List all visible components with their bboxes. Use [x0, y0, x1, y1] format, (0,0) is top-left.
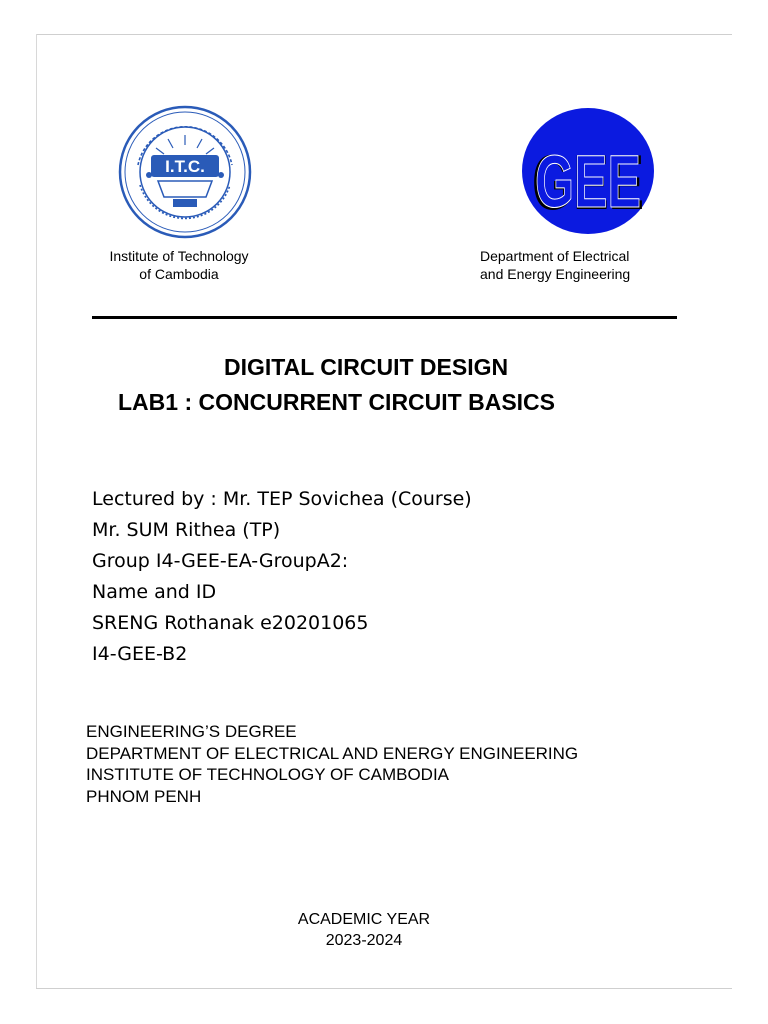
institution-line: PHNOM PENH [86, 786, 202, 806]
institution-line: ENGINEERING’S DEGREE [86, 722, 297, 741]
info-line: Mr. SUM Rithea (TP) [92, 519, 281, 541]
lab-title: LAB1 : CONCURRENT CIRCUIT BASICS [118, 389, 555, 415]
institution-block [86, 721, 578, 807]
itc-caption-line: of Cambodia [139, 266, 219, 282]
gee-caption-line: and Energy Engineering [480, 266, 631, 282]
page-border-bottom [36, 988, 732, 989]
academic-year-block [0, 909, 728, 951]
institution-line: DEPARTMENT OF ELECTRICAL AND ENERGY ENGINEERING [86, 743, 579, 763]
gee-caption-line: Department of Electrical [480, 248, 630, 264]
info-line: I4-GEE-B2 [92, 643, 188, 665]
page-border-top [36, 34, 732, 35]
page-border-left [36, 34, 37, 989]
info-line: Group I4-GEE-EA-GroupA2: [92, 550, 349, 572]
course-title: DIGITAL CIRCUIT DESIGN [224, 354, 509, 380]
gee-emblem-text-overlay: GEE [535, 140, 641, 223]
gee-emblem-text: GEE [532, 138, 644, 226]
info-line: Lectured by : Mr. TEP Sovichea (Course) [92, 488, 472, 510]
itc-caption-line: Institute of Technology [109, 248, 249, 264]
info-line: Name and ID [92, 581, 217, 603]
academic-year-label: ACADEMIC YEAR [297, 911, 431, 928]
academic-year-value: 2023-2024 [325, 932, 403, 949]
gee-caption [480, 247, 680, 283]
gee-logo [520, 106, 656, 236]
itc-logo [118, 105, 252, 239]
header-divider [92, 316, 677, 319]
info-line: SRENG Rothanak e20201065 [92, 612, 369, 634]
institution-line: INSTITUTE OF TECHNOLOGY OF CAMBODIA [86, 765, 450, 784]
itc-emblem-text: I.T.C. [165, 157, 205, 176]
student-info [92, 484, 472, 670]
itc-caption [80, 247, 278, 283]
